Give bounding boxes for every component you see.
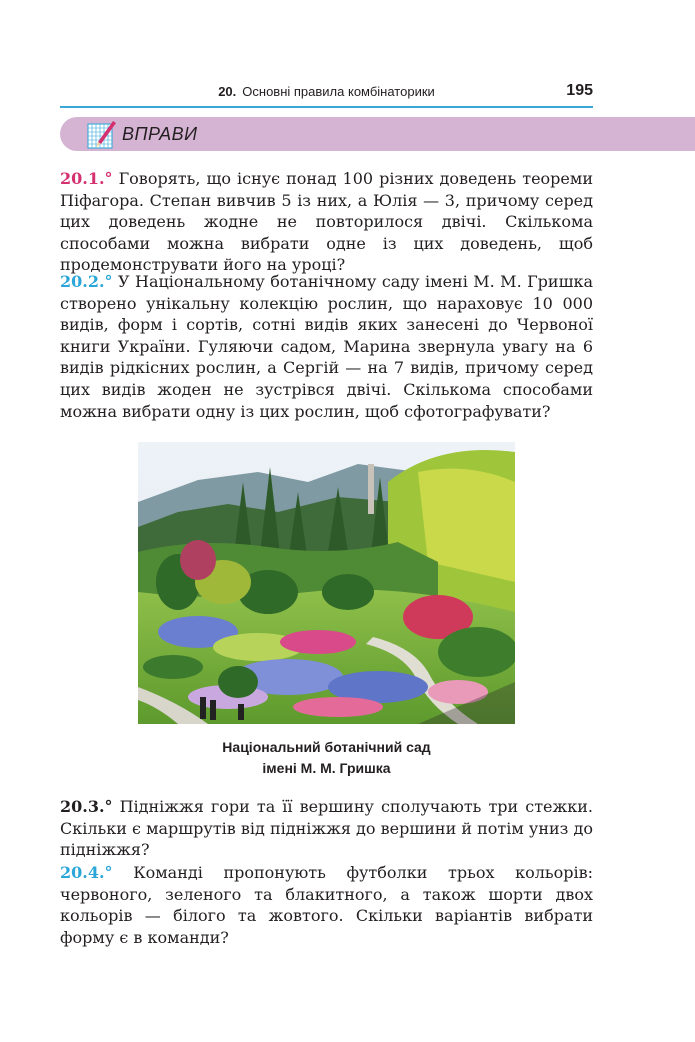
exercise-number: 20.2.° xyxy=(60,272,113,291)
banner-label: ВПРАВИ xyxy=(122,124,198,144)
botanical-garden-photo xyxy=(138,442,515,724)
exercise-number: 20.3.° xyxy=(60,797,113,816)
section-title: Основні правила комбінаторики xyxy=(242,84,435,99)
ruler-pencil-grid-icon xyxy=(86,118,118,150)
page-header xyxy=(60,78,593,108)
exercise-20-4 xyxy=(60,862,593,948)
exercise-20-2 xyxy=(60,271,593,422)
section-number: 20. xyxy=(218,84,237,99)
exercise-20-3 xyxy=(60,796,593,861)
exercise-number: 20.4.° xyxy=(60,863,113,882)
exercise-text: Команді пропонують футболки трьох кольорів: червоного, зеленого та блакитного, а також шорти двох кольорів — білого та жовтого. Скільки варіантів вибрати форму є в команди? xyxy=(60,863,593,947)
exercise-text: Говорять, що існує понад 100 різних доведень теореми Піфагора. Степан вивчив 5 із них, а Юлія — 3, причому серед цих доведень жодне не повторилося двічі. Скількома способами можна вибрати одне із цих доведень, щоб продемонструвати його на уроці? xyxy=(60,169,593,275)
caption-line-1: Національний ботанічний сад xyxy=(222,739,431,755)
exercise-number: 20.1.° xyxy=(60,169,113,188)
exercises-banner xyxy=(60,117,695,151)
caption-line-2: імені М. М. Гришка xyxy=(262,760,391,776)
running-title xyxy=(60,84,593,99)
page-number: 195 xyxy=(566,82,593,99)
figure-caption xyxy=(138,737,515,779)
exercise-20-1 xyxy=(60,168,593,276)
exercise-text: У Національному ботанічному саду імені М. М. Гришка створено унікальну колекцію рослин, що нараховує 10 000 видів, форм і сортів, сотні видів яких занесені до Червоної книги України. Гуляючи садом, Марина звернула увагу на 6 видів рідкісних рослин, а Сергій — на 7 видів, причому серед цих видів жоден не зустрівся двічі. Скількома способами можна вибрати одну із цих рослин, щоб сфотографувати? xyxy=(60,272,594,421)
exercise-text: Підніжжя гори та її вершину сполучають три стежки. Скільки є маршрутів від підніжжя до вершини й потім униз до підніжжя? xyxy=(60,797,593,860)
